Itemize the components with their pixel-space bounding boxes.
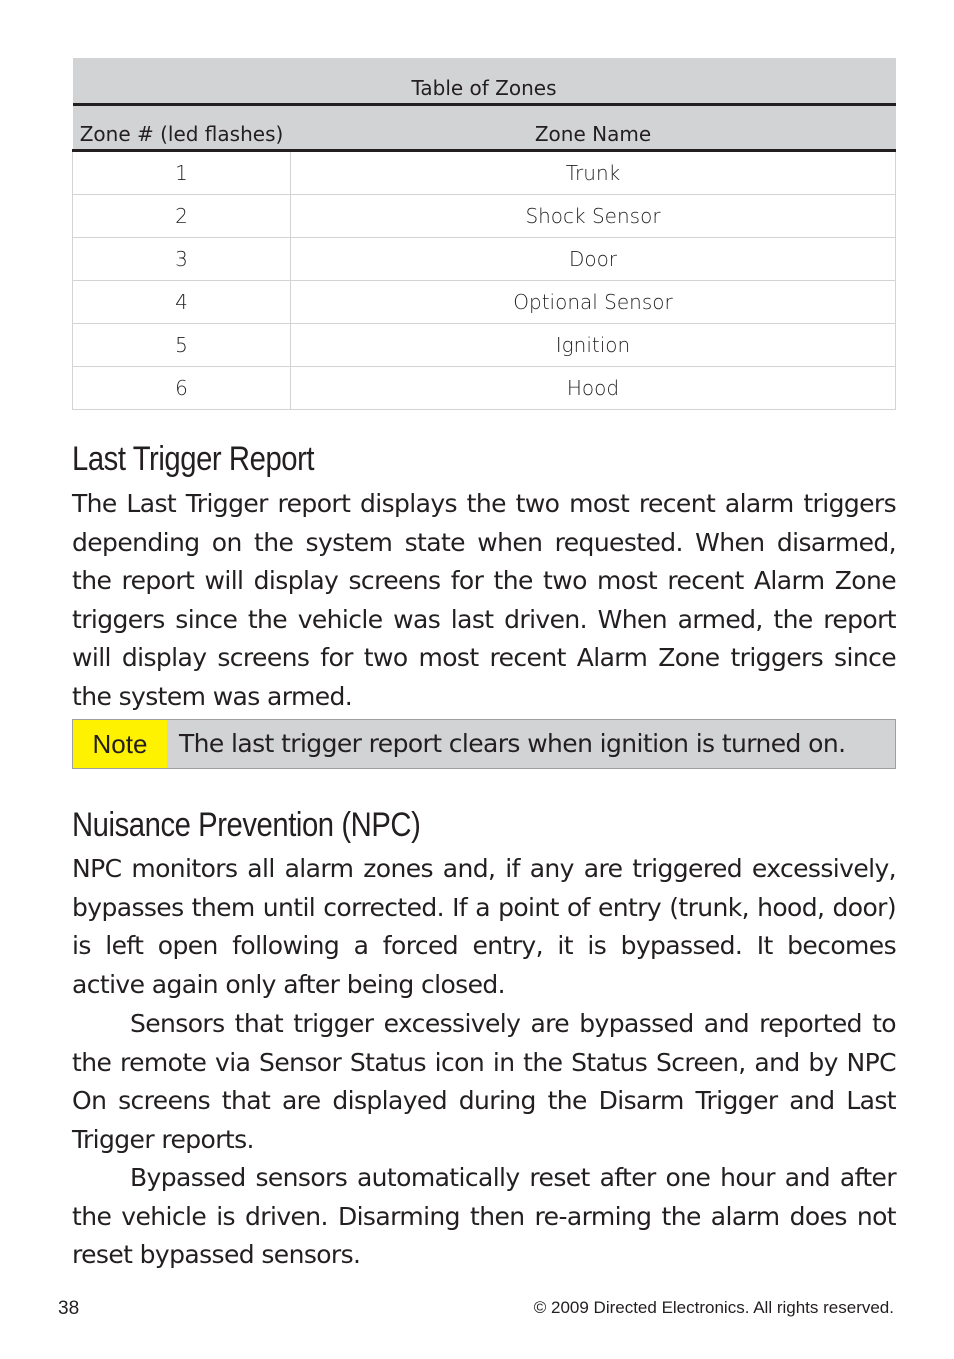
zone-name-cell: Optional Sensor <box>291 281 896 324</box>
table-row <box>73 151 896 195</box>
table-caption: Table of Zones <box>73 58 896 105</box>
npc-heading: Nuisance Prevention (NPC) <box>72 806 421 844</box>
zone-number-cell: 4 <box>73 281 291 324</box>
table-header-row <box>73 105 896 151</box>
table-row <box>73 238 896 281</box>
npc-paragraph-2: Sensors that trigger excessively are bypassed and reported to the remote via Sensor Status icon in the Status Screen, and by NPC On screens that are displayed during the Disarm Trigger and Last Trigger reports. <box>72 1009 896 1154</box>
table-row <box>73 367 896 410</box>
zone-number-cell: 3 <box>73 238 291 281</box>
note-label: Note <box>73 720 167 768</box>
last-trigger-heading: Last Trigger Report <box>72 440 315 478</box>
last-trigger-body: The Last Trigger report displays the two most recent alarm triggers depending on the system state when requested. When disarmed, the report will display screens for the two most recent Alarm Zone triggers since the vehicle was last driven. When armed, the report will display screens for two most recent Alarm Zone triggers since the system was armed. <box>72 489 896 711</box>
table-row <box>73 195 896 238</box>
zone-name-cell: Door <box>291 238 896 281</box>
column-header-zone-number: Zone # (led flashes) <box>73 105 291 151</box>
column-header-zone-name: Zone Name <box>291 105 896 151</box>
table-row <box>73 324 896 367</box>
note-box <box>72 719 896 769</box>
table-caption-row <box>73 58 896 105</box>
zone-name-cell: Ignition <box>291 324 896 367</box>
note-text: The last trigger report clears when ignition is turned on. <box>179 729 846 758</box>
zone-number-cell: 5 <box>73 324 291 367</box>
zones-table <box>72 58 896 410</box>
npc-paragraph-1: NPC monitors all alarm zones and, if any are triggered excessively, bypasses them until corrected. If a point of entry (trunk, hood, door) is left open following a forced entry, it is bypassed. It becomes active again only after being closed. <box>72 854 896 999</box>
page-number: 38 <box>58 1298 80 1319</box>
zone-number-cell: 6 <box>73 367 291 410</box>
zone-name-cell: Shock Sensor <box>291 195 896 238</box>
table-row <box>73 281 896 324</box>
zone-name-cell: Trunk <box>291 151 896 195</box>
zone-number-cell: 1 <box>73 151 291 195</box>
npc-paragraph-3: Bypassed sensors automatically reset after one hour and after the vehicle is driven. Disarming then re-arming the alarm does not reset bypassed sensors. <box>72 1163 896 1270</box>
zone-number-cell: 2 <box>73 195 291 238</box>
copyright-notice: © 2009 Directed Electronics. All rights reserved. <box>533 1298 894 1317</box>
zone-name-cell: Hood <box>291 367 896 410</box>
